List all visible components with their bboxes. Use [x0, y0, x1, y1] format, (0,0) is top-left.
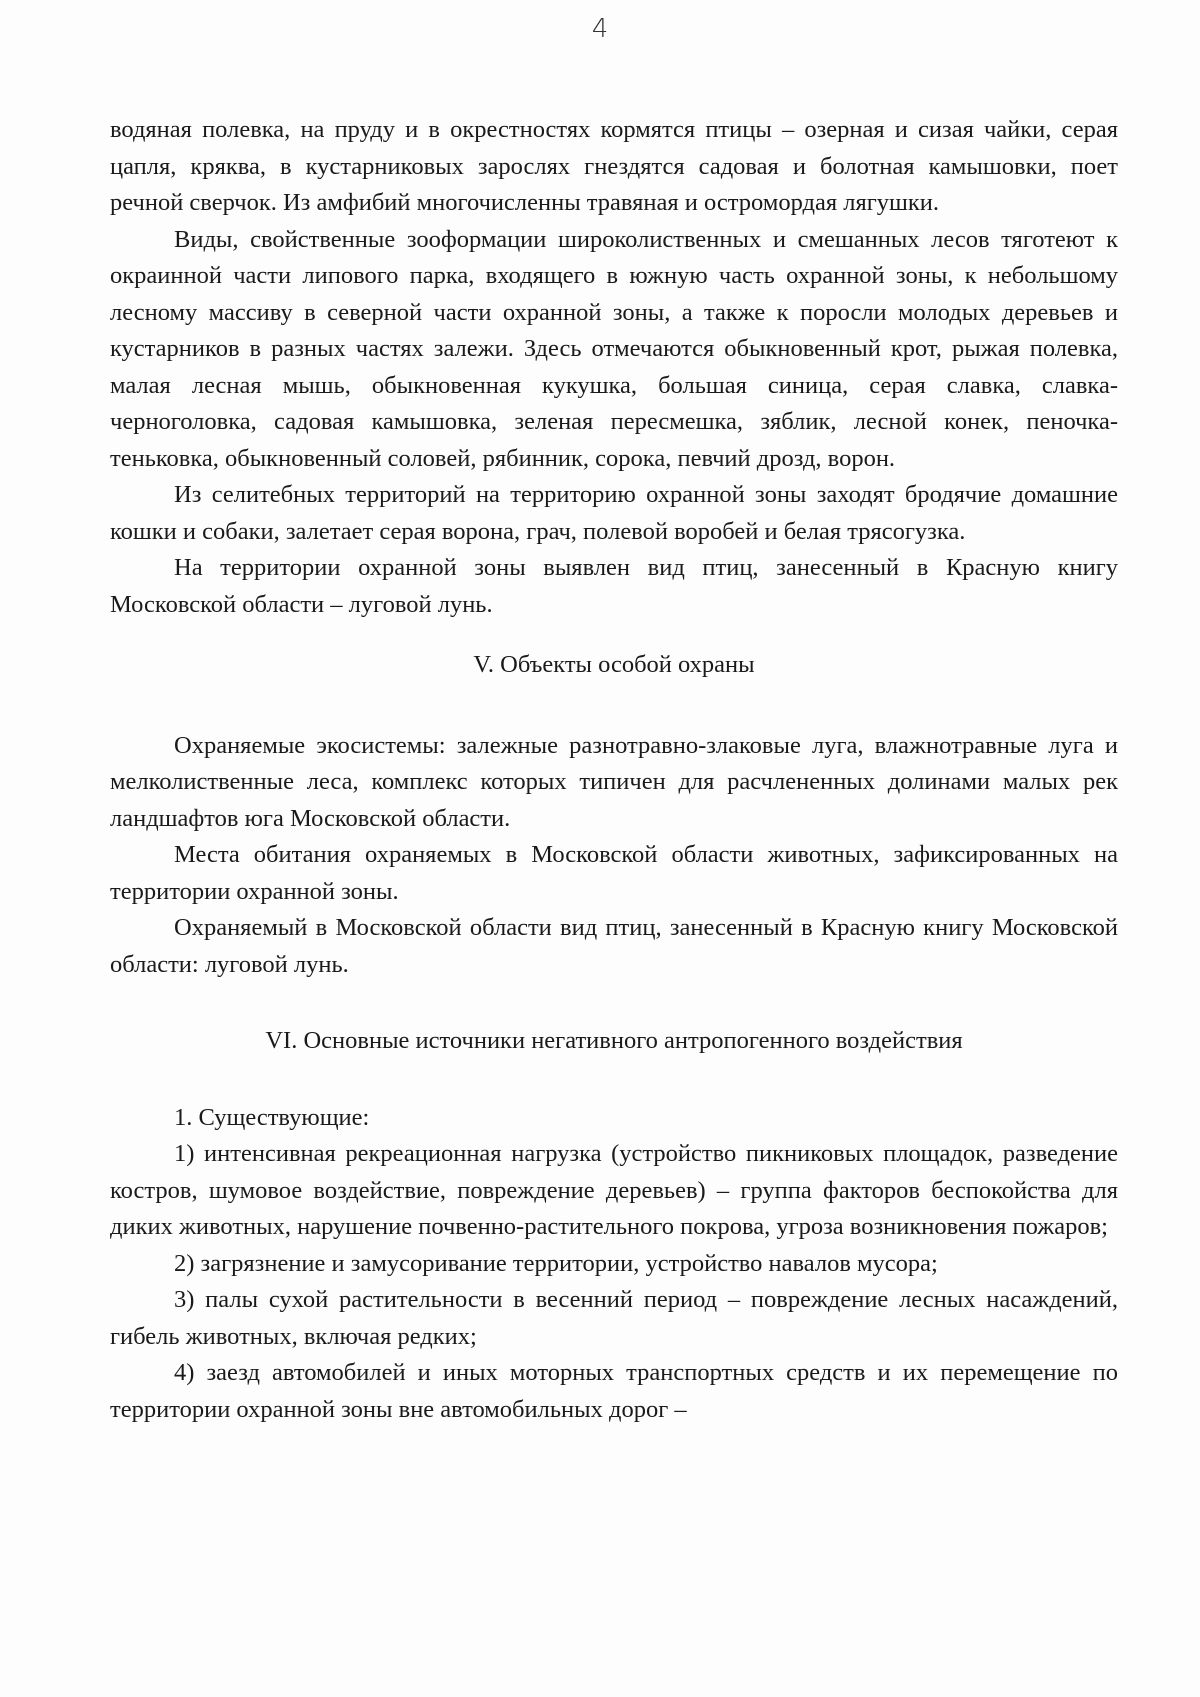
paragraph-forest-species: Виды, свойственные зооформации широколиственных и смешанных лесов тяготеют к окраинной части липового парка, входящего в южную часть охранной зоны, к небольшому лесному массиву в северной части охранной зоны, а также к поросли молодых деревьев и кустарников в разных частях залежи. Здесь отмечаются обыкновенный крот, рыжая полевка, малая лесная мышь, обыкновенная кукушка, большая синица, серая славка, славка-черноголовка, садовая камышовка, зеленая пересмешка, зяблик, лесной конек, пеночка-теньковка, обыкновенный соловей, рябинник, сорока, певчий дрозд, ворон. — [110, 225, 1118, 472]
paragraph-amphibians: водяная полевка, на пруду и в окрестностях кормятся птицы – озерная и сизая чайки, серая цапля, кряква, в кустарниковых зарослях гнездятся садовая и болотная камышовки, поет речной сверчок. Из амфибий многочисленны травяная и остромордая лягушки. — [110, 116, 1118, 216]
paragraph-red-book: На территории охранной зоны выявлен вид птиц, занесенный в Красную книгу Московской области – луговой лунь. — [110, 554, 1118, 618]
spacer — [110, 623, 1118, 647]
section-vi-heading: VI. Основные источники негативного антропогенного воздействия — [265, 1027, 963, 1054]
paragraph-protected-bird: Охраняемый в Московской области вид птиц, занесенный в Красную книгу Московской области: луговой лунь. — [110, 914, 1118, 978]
paragraph-protected-ecosystems: Охраняемые экосистемы: залежные разнотравно-злаковые луга, влажнотравные луга и мелколиственные леса, комплекс которых типичен для расчлененных долинами малых рек ландшафтов юга Московской области. — [110, 731, 1118, 832]
list-item-pollution: 2) загрязнение и замусоривание территории, устройство навалов мусора; — [174, 1249, 938, 1277]
paragraph-settlement-species: Из селитебных территорий на территорию охранной зоны заходят бродячие домашние кошки и собаки, залетает серая ворона, грач, полевой воробей и белая трясогузка. — [110, 481, 1118, 545]
list-item-vehicles: 4) заезд автомобилей и иных моторных транспортных средств и их перемещение по территории охранной зоны вне автомобильных дорог – — [110, 1359, 1118, 1423]
spacer — [110, 684, 1118, 728]
spacer — [110, 1060, 1118, 1100]
paragraph-habitats: Места обитания охраняемых в Московской области животных, зафиксированных на территории охранной зоны. — [110, 841, 1118, 905]
spacer — [110, 983, 1118, 1023]
page-number: 4 — [591, 14, 609, 44]
section-v-heading: V. Объекты особой охраны — [473, 651, 755, 678]
list-item-fires: 3) палы сухой растительности в весенний период – повреждение лесных насаждений, гибель животных, включая редких; — [110, 1286, 1118, 1350]
list-item-recreation: 1) интенсивная рекреационная нагрузка (устройство пикниковых площадок, разведение костров, шумовое воздействие, повреждение деревьев) – группа факторов беспокойства для диких животных, нарушение почвенно-растительного покрова, угроза возникновения пожаров; — [110, 1140, 1118, 1240]
subheading-existing: 1. Существующие: — [174, 1103, 370, 1131]
document-body — [110, 112, 1118, 1428]
